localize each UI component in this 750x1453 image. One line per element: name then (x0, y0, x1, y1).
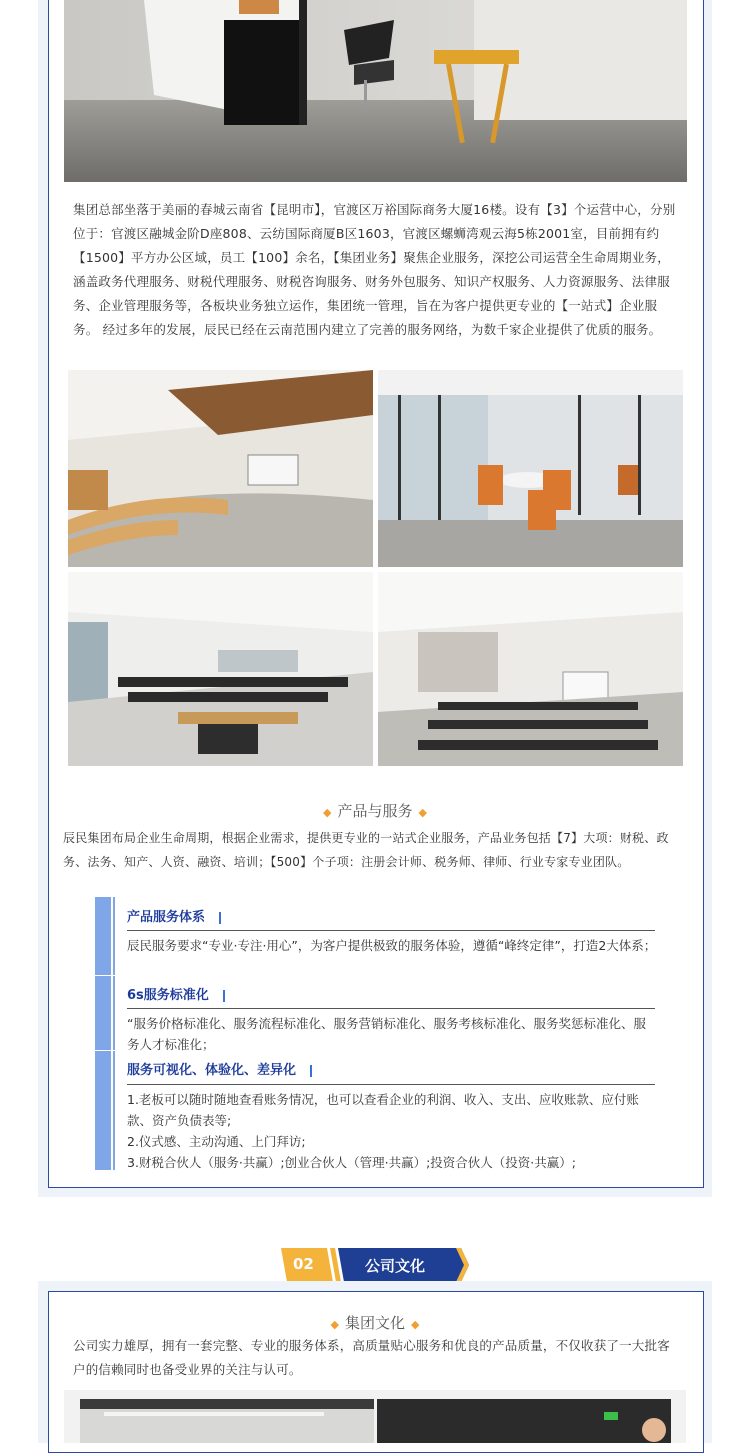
title-dot-left-icon: ◆ (330, 1318, 339, 1331)
system-divider (127, 1008, 655, 1009)
products-intro-text: 辰民集团布局企业生命周期，根据企业需求，提供更专业的一站式企业服务，产品业务包括【7】大项：财税、政务、法务、知产、人资、融资、培训；【500】个子项：注册会计师、税务师、律师、行业专家专业团队。 (63, 831, 669, 869)
system-heading: 6s服务标准化 (127, 984, 225, 1003)
system-bar (95, 976, 111, 1050)
system-block-product (95, 897, 655, 975)
system-text: 辰民服务要求“专业·专注·用心”，为客户提供极致的服务体验，遵循“峰终定律”，打造2大体系； (127, 938, 657, 953)
system-block-6s (95, 976, 655, 1050)
system-divider (127, 1084, 655, 1085)
title-dot-right-icon: ◆ (418, 806, 427, 819)
system-divider (127, 930, 655, 931)
system-text: 2.仪式感、主动沟通、上门拜访; (127, 1134, 306, 1149)
banner-number: 02 (293, 1255, 314, 1273)
system-bar (95, 897, 111, 975)
culture-title-text: 集团文化 (344, 1314, 405, 1332)
section-banner-culture (281, 1248, 471, 1282)
office-photo-lecture-hall (68, 370, 373, 567)
office-photo-training-room (378, 572, 683, 766)
system-text: 1.老板可以随时随地查看账务情况，也可以查看企业的利润、收入、支出、应收账款、应付账款、资产负债表等; (127, 1092, 639, 1128)
system-heading: 服务可视化、体验化、差异化 (127, 1059, 312, 1078)
culture-photo-frame (64, 1390, 686, 1443)
system-heading: 产品服务体系 (127, 906, 221, 925)
system-bar (95, 1051, 111, 1170)
system-text: 3.财税合伙人（服务·共赢）;创业合伙人（管理·共赢）;投资合伙人（投资·共赢）; (127, 1155, 576, 1170)
lobby-photo (64, 0, 687, 182)
products-title-text: 产品与服务 (337, 802, 413, 820)
banner-label: 公司文化 (365, 1257, 426, 1275)
office-photo-meeting-room (378, 370, 683, 567)
system-block-visual (95, 1051, 655, 1170)
title-dot-left-icon: ◆ (323, 806, 332, 819)
office-photo-workstations (68, 572, 373, 766)
title-dot-right-icon: ◆ (411, 1318, 420, 1331)
about-intro-text: 集团总部坐落于美丽的春城云南省【昆明市】，官渡区万裕国际商务大厦16楼。设有【3】个运营中心，分别位于：官渡区融城金阶D座808、云纺国际商厦B区1603，官渡区螺蛳湾观云海5栋2001室，目前拥有约【1500】平方办公区域，员工【100】余名，【集团业务】聚焦企业服务，深挖公司运营全生命周期业务，涵盖政务代理服务、财税代理服务、财税咨询服务、财务外包服务、知识产权服务、人力资源服务、法律服务、企业管理服务等，各板块业务独立运作，集团统一管理，旨在为客户提供更专业的【一站式】企业服务。 经过多年的发展，辰民已经在云南范围内建立了完善的服务网络，为数千家企业提供了优质的服务。 (73, 202, 676, 337)
culture-title (275, 1312, 475, 1333)
culture-text: 公司实力雄厚，拥有一套完整、专业的服务体系，高质量贴心服务和优良的产品质量，不仅收获了一大批客户的信赖同时也备受业界的关注与认可。 (73, 1338, 670, 1377)
products-title (275, 800, 475, 821)
system-text: “服务价格标准化、服务流程标准化、服务营销标准化、服务考核标准化、服务奖惩标准化、服务人才标准化； (127, 1016, 646, 1052)
